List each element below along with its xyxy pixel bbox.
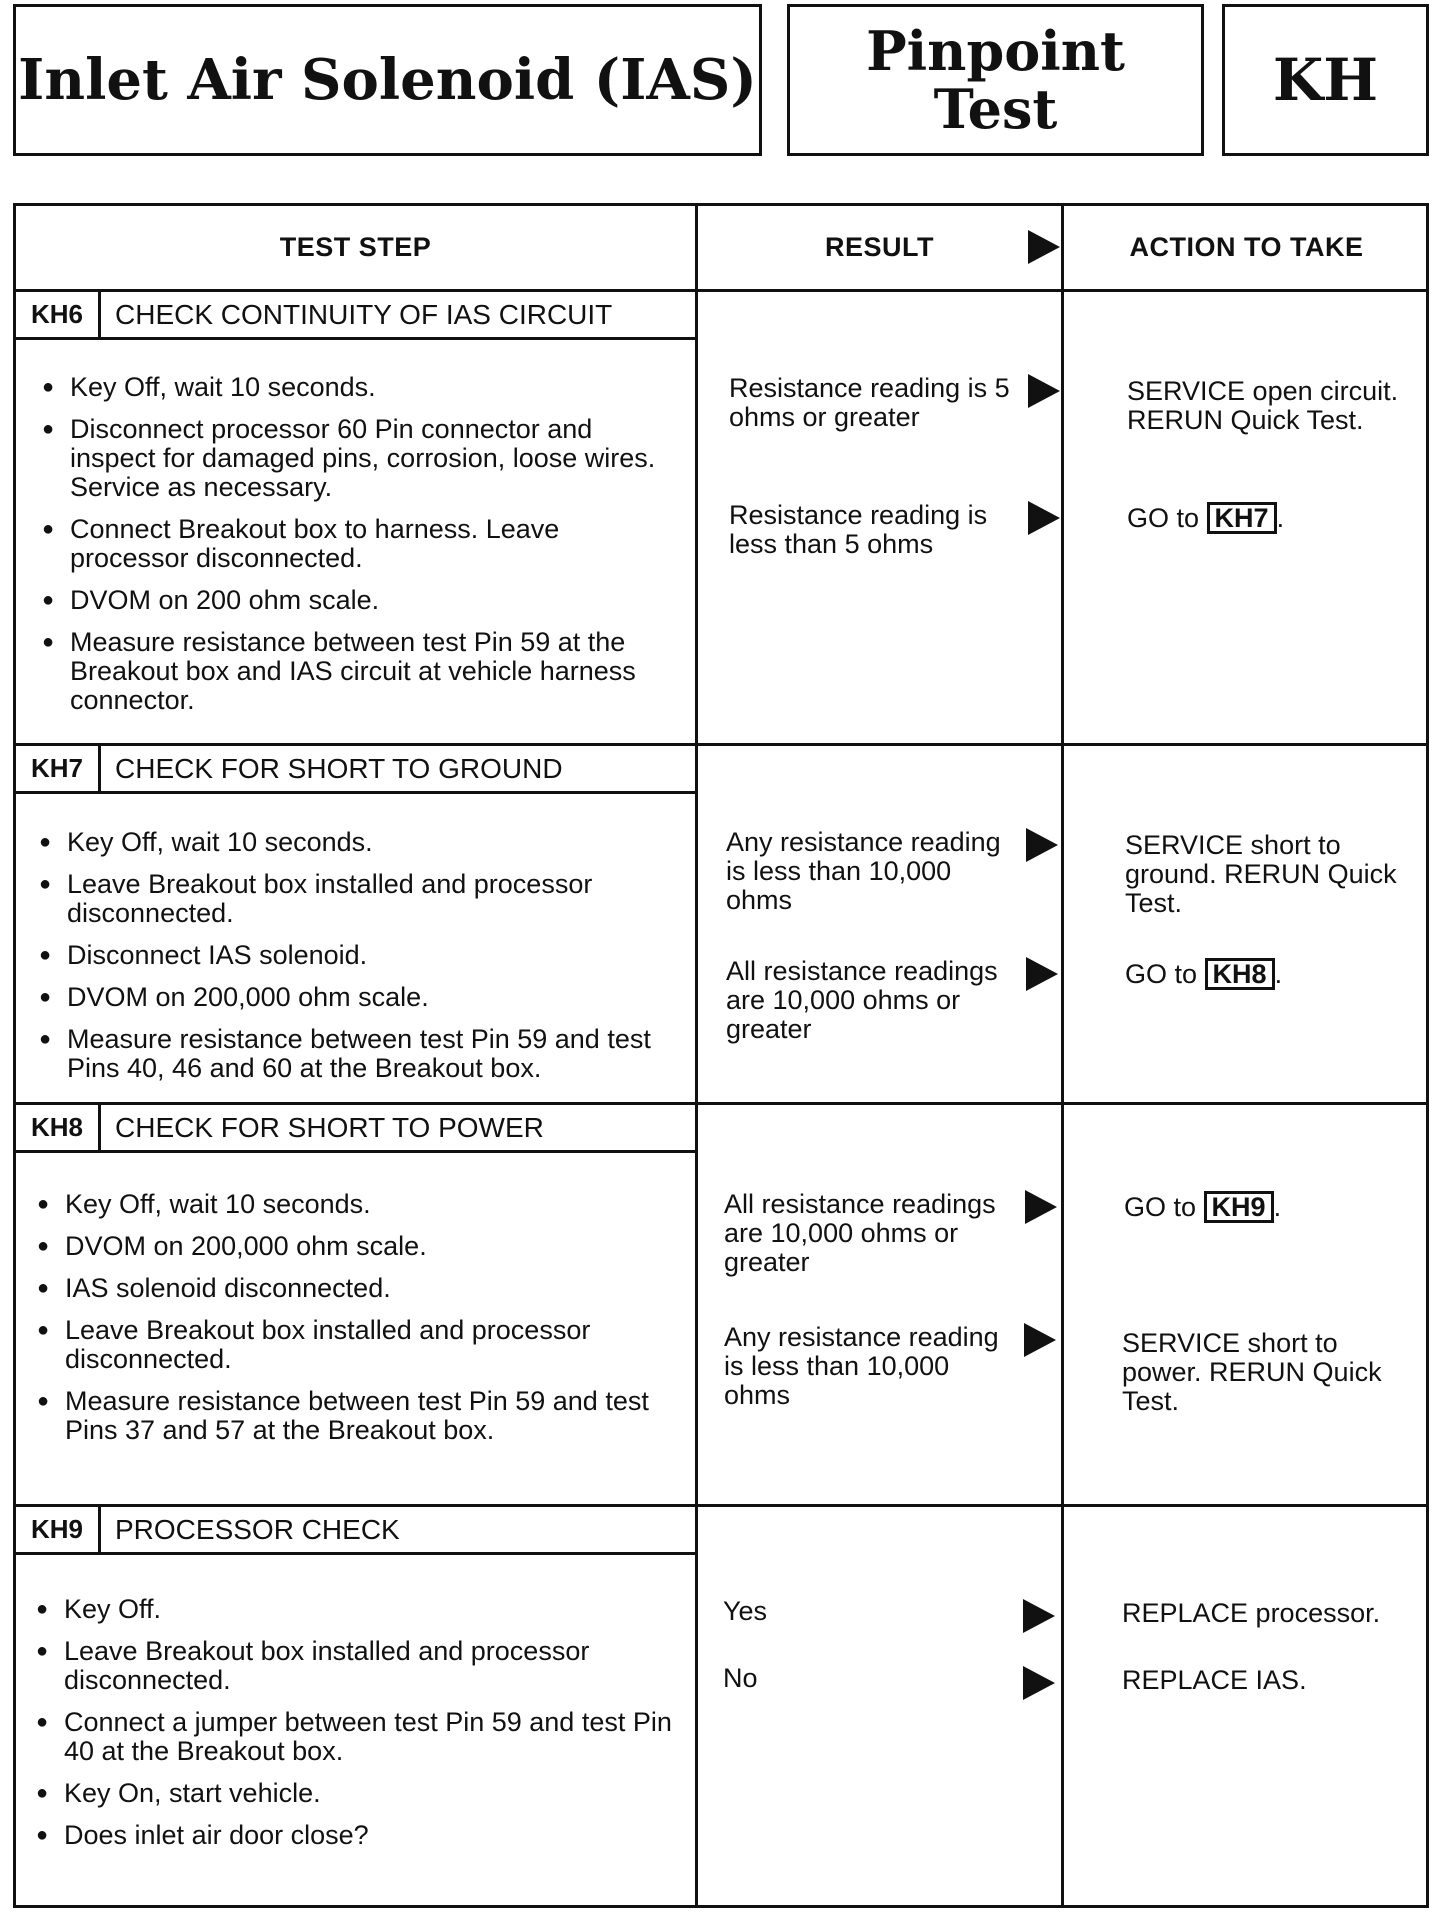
action-text: GO to <box>1125 959 1198 989</box>
list-item: ● DVOM on 200,000 ohm scale. <box>39 983 679 1012</box>
action-goto-kh7: GO to KH7 . <box>1127 503 1285 533</box>
list-item: ● Key Off. <box>36 1595 676 1624</box>
action-goto-kh9: GO to KH9 . <box>1124 1192 1282 1222</box>
list-item: ● Leave Breakout box installed and processor disconnected. <box>39 870 679 928</box>
page-title-text: Inlet Air Solenoid (IAS) <box>18 47 757 113</box>
pinpoint-line-2: Test <box>933 77 1058 141</box>
arrow-icon <box>1024 1323 1056 1357</box>
arrow-icon <box>1023 1599 1055 1633</box>
test-code-box <box>1222 4 1429 156</box>
step-reference: KH7 <box>1207 502 1277 534</box>
page-title <box>13 4 762 156</box>
step-reference: KH9 <box>1204 1191 1274 1223</box>
list-item: ● Measure resistance between test Pin 59 at the Breakout box and IAS circuit at vehicle harness connector. <box>42 628 682 715</box>
list-item: ● IAS solenoid disconnected. <box>37 1274 677 1303</box>
step-title: CHECK FOR SHORT TO GROUND <box>115 752 563 784</box>
list-item: ● Key Off, wait 10 seconds. <box>42 373 682 402</box>
pinpoint-table <box>13 203 1429 1908</box>
step-header-kh9 <box>16 1507 695 1555</box>
step-code: KH8 <box>16 1105 101 1150</box>
action-text: GO to <box>1127 503 1200 533</box>
pinpoint-line-1: Pinpoint <box>866 19 1125 83</box>
action-text: SERVICE short to ground. RERUN Quick Test. <box>1125 830 1397 918</box>
result-text: All resistance readings are 10,000 ohms or greater <box>726 956 998 1044</box>
result-text: Resistance reading is 5 ohms or greater <box>729 373 1010 432</box>
list-item: ● Measure resistance between test Pin 59 and test Pins 40, 46 and 60 at the Breakout box. <box>39 1025 679 1083</box>
arrow-icon <box>1026 957 1058 991</box>
list-item: ● Connect Breakout box to harness. Leave processor disconnected. <box>42 515 682 573</box>
step-code: KH9 <box>16 1507 101 1552</box>
action-goto-kh8: GO to KH8 . <box>1125 959 1283 989</box>
column-divider <box>1061 206 1064 1905</box>
action-text: SERVICE open circuit. RERUN Quick Test. <box>1127 376 1399 435</box>
pinpoint-test-label <box>787 4 1204 156</box>
arrow-icon <box>1023 1666 1055 1700</box>
test-code: KH <box>1272 46 1379 114</box>
action-text: GO to <box>1124 1192 1197 1222</box>
step-title: PROCESSOR CHECK <box>115 1513 400 1545</box>
result-text: All resistance readings are 10,000 ohms or greater <box>724 1189 996 1277</box>
list-item: ● Key Off, wait 10 seconds. <box>37 1190 677 1219</box>
step-header-kh7 <box>16 746 695 794</box>
result-text: Yes <box>723 1596 768 1626</box>
step-instructions-kh6 <box>42 373 682 728</box>
list-item: ● DVOM on 200,000 ohm scale. <box>37 1232 677 1261</box>
list-item: ● Disconnect IAS solenoid. <box>39 941 679 970</box>
step-code: KH7 <box>16 746 101 791</box>
column-divider <box>695 206 698 1905</box>
step-instructions-kh9 <box>36 1595 676 1863</box>
column-header-result <box>698 206 1061 289</box>
list-item: ● Leave Breakout box installed and processor disconnected. <box>37 1316 677 1374</box>
list-item: ● DVOM on 200 ohm scale. <box>42 586 682 615</box>
column-header-action: ACTION TO TAKE <box>1129 232 1364 262</box>
action-text: REPLACE IAS. <box>1122 1665 1307 1695</box>
step-instructions-kh8 <box>37 1190 677 1458</box>
list-item: ● Leave Breakout box installed and processor disconnected. <box>36 1637 676 1695</box>
action-text: SERVICE short to power. RERUN Quick Test. <box>1122 1328 1382 1416</box>
arrow-icon <box>1026 828 1058 862</box>
step-title: CHECK FOR SHORT TO POWER <box>115 1111 544 1143</box>
list-item: ● Disconnect processor 60 Pin connector and inspect for damaged pins, corrosion, loose wires. Service as necessary. <box>42 415 682 502</box>
result-text: Any resistance reading is less than 10,000 ohms <box>726 827 1001 915</box>
result-text: No <box>723 1663 758 1693</box>
list-item: ● Key Off, wait 10 seconds. <box>39 828 679 857</box>
list-item: ● Connect a jumper between test Pin 59 and test Pin 40 at the Breakout box. <box>36 1708 676 1766</box>
arrow-icon <box>1025 1190 1057 1224</box>
step-instructions-kh7 <box>39 828 679 1096</box>
list-item: ● Measure resistance between test Pin 59 and test Pins 37 and 57 at the Breakout box. <box>37 1387 677 1445</box>
step-code: KH6 <box>16 292 101 337</box>
arrow-icon <box>1028 374 1060 408</box>
column-header-result-text: RESULT <box>825 232 934 262</box>
step-reference: KH8 <box>1205 958 1275 990</box>
list-item: ● Key On, start vehicle. <box>36 1779 676 1808</box>
list-item: ● Does inlet air door close? <box>36 1821 676 1850</box>
column-header-test-step: TEST STEP <box>279 232 432 262</box>
result-text: Resistance reading is less than 5 ohms <box>729 500 988 559</box>
step-header-kh8 <box>16 1105 695 1153</box>
step-title: CHECK CONTINUITY OF IAS CIRCUIT <box>115 298 613 330</box>
result-text: Any resistance reading is less than 10,000 ohms <box>724 1322 999 1410</box>
arrow-icon <box>1028 230 1060 264</box>
step-header-kh6 <box>16 292 695 340</box>
action-text: REPLACE processor. <box>1122 1598 1381 1628</box>
arrow-icon <box>1028 501 1060 535</box>
